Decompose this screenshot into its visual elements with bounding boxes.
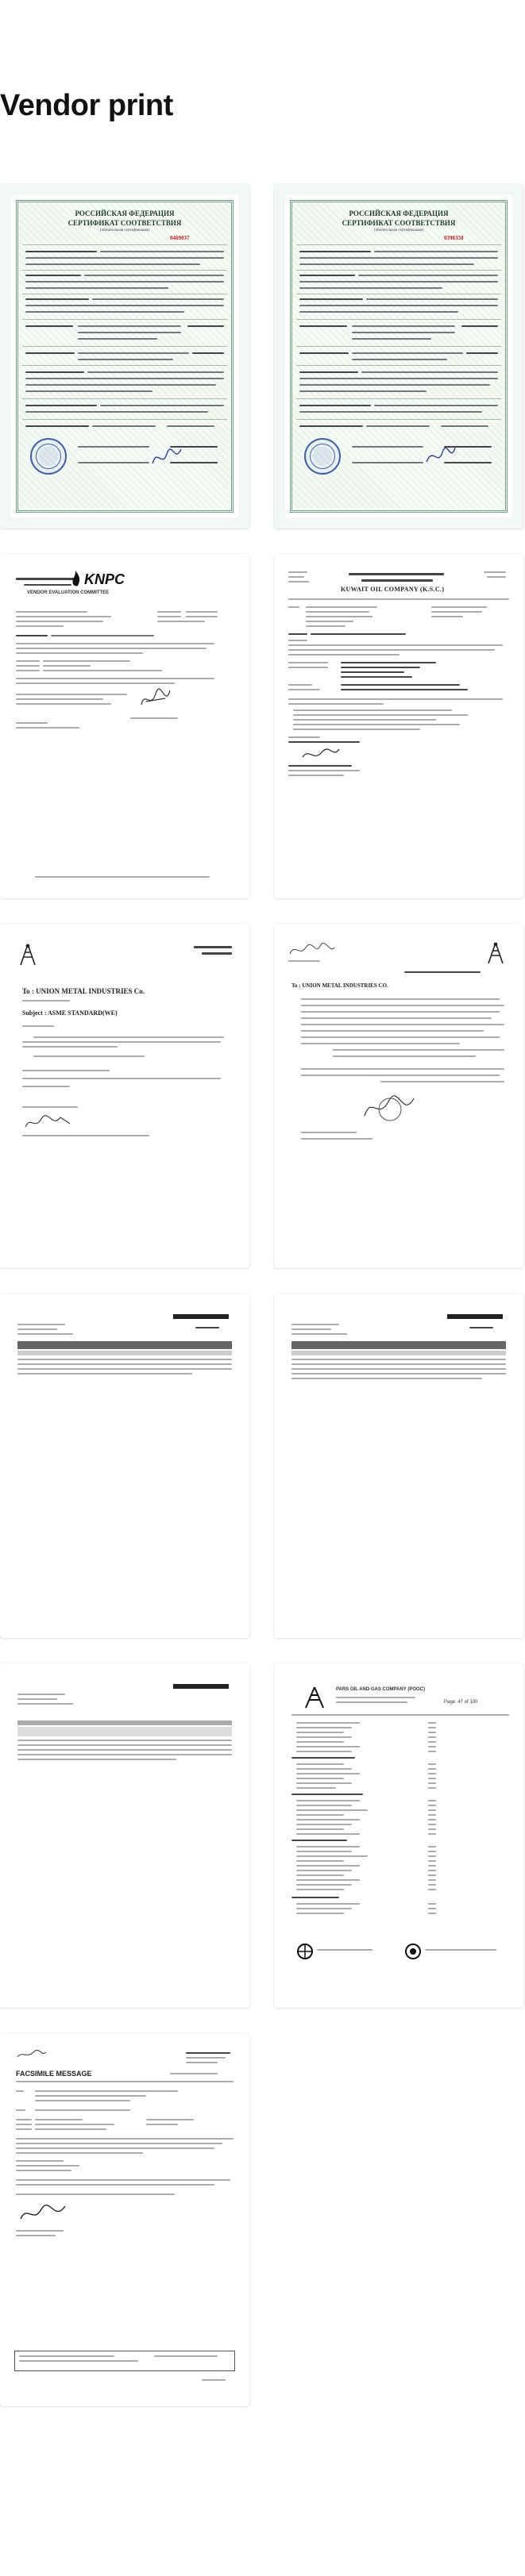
cert-heading-2: СЕРТИФИКАТ СООТВЕТСТВИЯ bbox=[342, 219, 456, 227]
cert-heading-1: РОССИЙСКАЯ ФЕДЕРАЦИЯ bbox=[349, 210, 449, 217]
cert-heading-2: СЕРТИФИКАТ СООТВЕТСТВИЯ bbox=[68, 219, 182, 227]
signature-icon bbox=[301, 746, 341, 762]
page-title: Vendor print bbox=[0, 89, 173, 122]
letter-subject: Subject : ASME STANDARD(WE) bbox=[22, 1009, 118, 1017]
seal-stamp-icon bbox=[30, 438, 67, 475]
signature-icon bbox=[24, 1113, 71, 1132]
vendor-doc-union-letter-1[interactable] bbox=[0, 924, 249, 1268]
knpc-logo-caption: VENDOR EVALUATION COMMITTEE bbox=[27, 590, 110, 595]
signature-icon bbox=[151, 440, 183, 471]
signature-icon bbox=[138, 686, 173, 713]
signature-icon bbox=[361, 1092, 417, 1124]
vendor-doc-koc-letter[interactable] bbox=[274, 554, 523, 898]
seal-stamp-icon bbox=[304, 438, 341, 475]
vendor-doc-knpc-letter[interactable] bbox=[0, 554, 249, 898]
signature-icon bbox=[425, 440, 457, 471]
vendor-doc-table-sheet-2[interactable] bbox=[274, 1294, 523, 1638]
fax-title: FACSIMILE MESSAGE bbox=[16, 2070, 92, 2078]
handwriting-icon bbox=[16, 2049, 48, 2060]
oil-derrick-logo-icon bbox=[485, 941, 506, 965]
cert-heading-1: РОССИЙСКАЯ ФЕДЕРАЦИЯ bbox=[75, 210, 175, 217]
vendor-doc-certificate-2[interactable] bbox=[274, 184, 523, 529]
signature-icon bbox=[19, 2201, 67, 2225]
pogc-caption: PARS OIL AND GAS COMPANY (POGC) bbox=[336, 1687, 426, 1692]
letter-recipient: To : UNION METAL INDUSTRIES Co. bbox=[22, 987, 145, 995]
footer-logo-icon bbox=[296, 1943, 314, 1960]
vendor-doc-table-sheet-1[interactable] bbox=[0, 1294, 249, 1638]
cert-number: 0469037 bbox=[170, 235, 190, 241]
vendor-doc-union-letter-2[interactable] bbox=[274, 924, 523, 1268]
vendor-doc-pogc-list[interactable] bbox=[274, 1663, 523, 2008]
page-number-label: Page: 47 of 100 bbox=[444, 1700, 478, 1705]
cert-subheading: (обязательная сертификация) bbox=[99, 229, 150, 233]
footer-logo-icon bbox=[404, 1943, 422, 1960]
vendor-doc-fax[interactable] bbox=[0, 2033, 249, 2406]
flame-logo-icon bbox=[68, 570, 83, 587]
cert-number: 0398350 bbox=[444, 235, 464, 241]
vendor-doc-table-sheet-3[interactable] bbox=[0, 1663, 249, 2008]
letter-recipient: To : UNION METAL INDUSTRIES CO. bbox=[291, 982, 388, 989]
oil-derrick-logo-icon bbox=[17, 943, 38, 967]
cert-subheading: (обязательная сертификация) bbox=[373, 229, 424, 233]
pogc-logo-icon bbox=[303, 1686, 326, 1709]
koc-logo-caption: KUWAIT OIL COMPANY (K.S.C.) bbox=[341, 586, 445, 593]
knpc-logo: KNPC bbox=[84, 571, 125, 587]
handwriting-icon bbox=[288, 941, 336, 959]
vendor-doc-certificate-1[interactable] bbox=[0, 184, 249, 529]
